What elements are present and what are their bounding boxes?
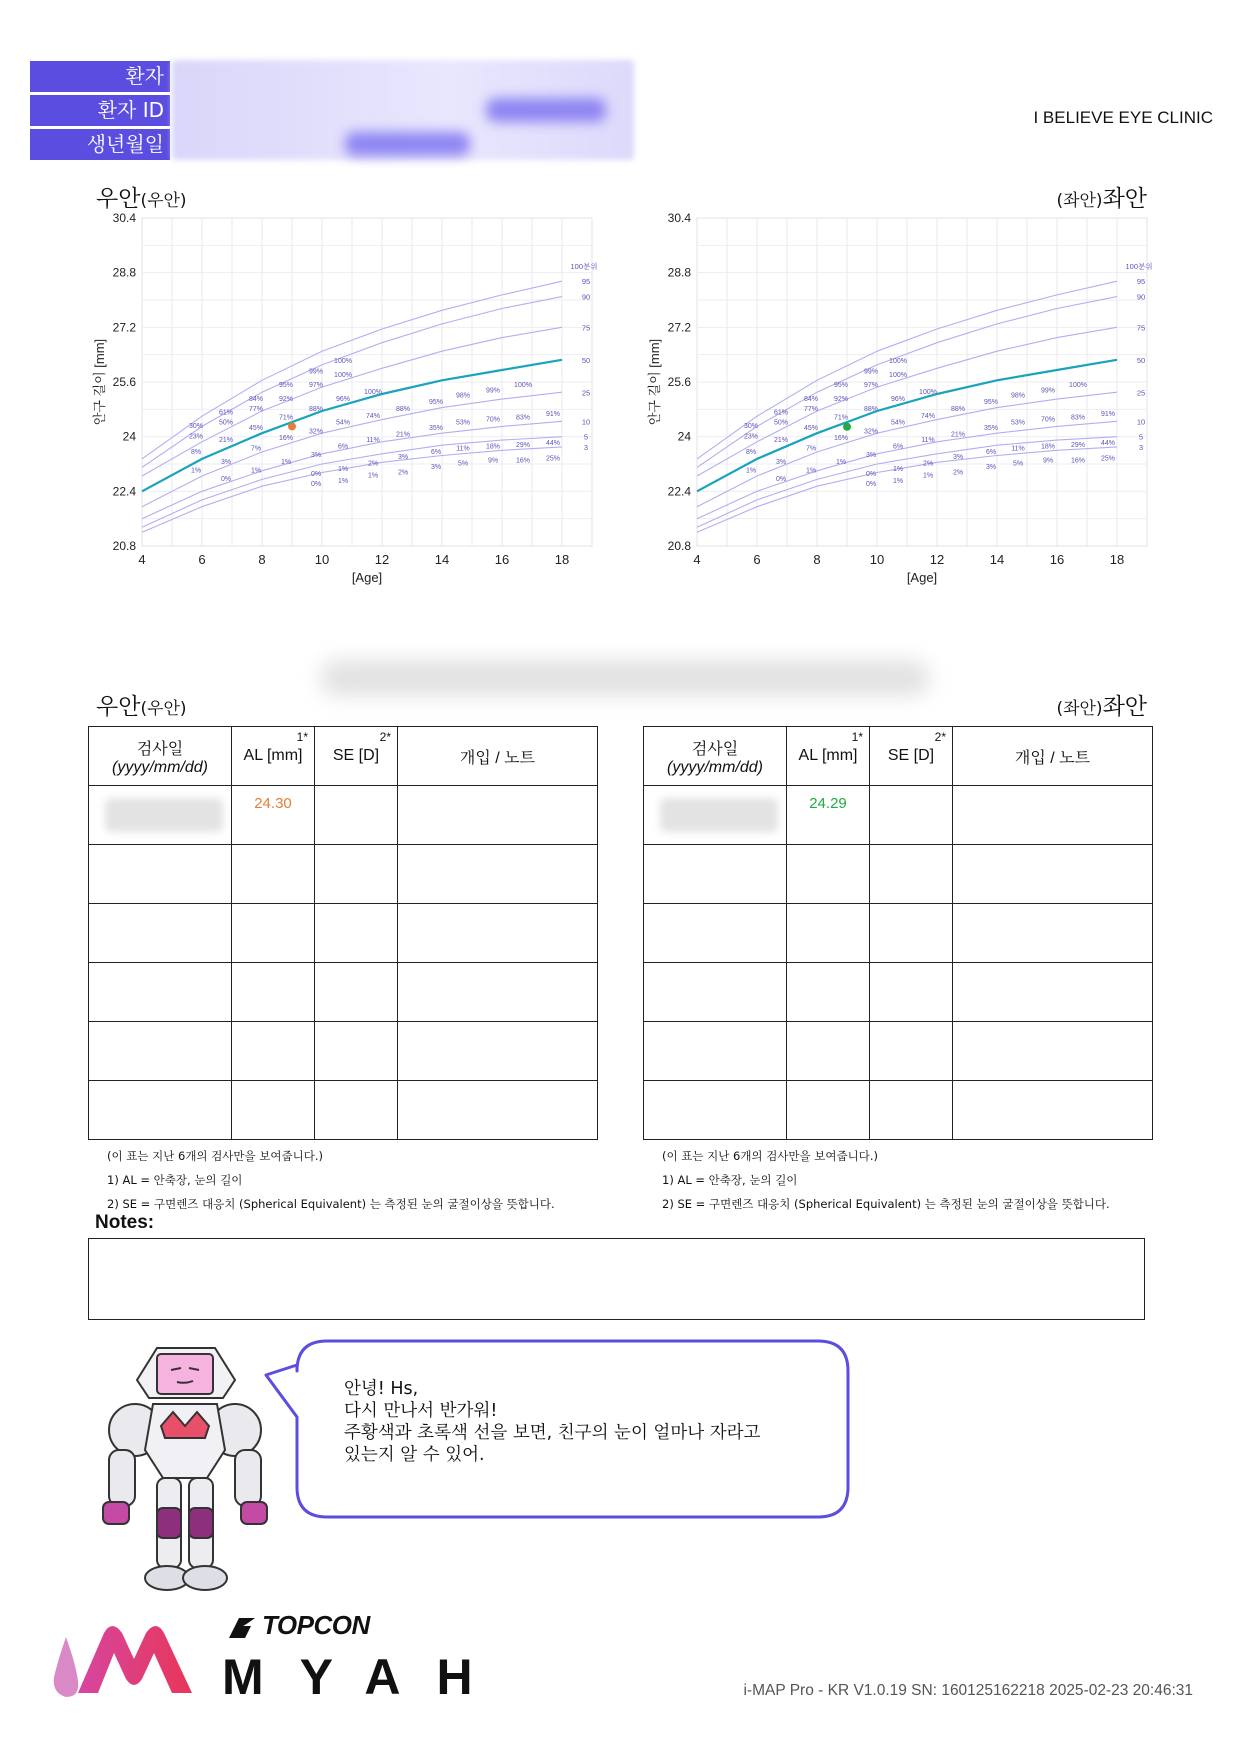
progression-pct-label: 1%: [745, 467, 757, 475]
y-tick-label: 25.6: [112, 375, 136, 389]
progression-pct-label: 6%: [337, 443, 349, 451]
progression-pct-label: 54%: [890, 419, 906, 427]
percentile-label: 90: [581, 292, 591, 302]
x-tick-label: 18: [1109, 552, 1125, 567]
progression-pct-label: 100%: [364, 388, 382, 396]
progression-pct-label: 11%: [456, 445, 470, 453]
x-tick-label: 16: [494, 552, 510, 567]
progression-pct-label: 11%: [366, 436, 380, 444]
progression-pct-label: 88%: [395, 406, 411, 414]
percentile-header: 100분위: [1125, 262, 1153, 272]
percentile-label: 50: [1136, 355, 1146, 365]
footnote: 1) AL = 안축장, 눈의 길이: [662, 1173, 798, 1187]
progression-pct-label: 32%: [308, 428, 324, 436]
table-row: [89, 904, 598, 963]
progression-pct-label: 70%: [485, 416, 501, 424]
left-eye-chart-title: (좌안)좌안: [1056, 186, 1147, 212]
progression-pct-label: 1%: [835, 459, 847, 466]
x-tick-label: 8: [813, 552, 821, 567]
progression-pct-label: 88%: [308, 406, 324, 414]
left-eye-table-title: (좌안)좌안: [1056, 694, 1147, 720]
progression-pct-label: 2%: [367, 460, 379, 468]
progression-pct-label: 3%: [310, 452, 322, 460]
progression-pct-label: 92%: [278, 395, 294, 403]
x-tick-label: 4: [138, 552, 146, 567]
progression-pct-label: 18%: [485, 443, 501, 451]
topcon-wordmark: TOPCON: [262, 1610, 370, 1640]
se-cell: [315, 786, 398, 845]
x-tick-label: 6: [198, 552, 206, 567]
x-tick-label: 8: [258, 552, 266, 567]
progression-pct-label: 8%: [190, 448, 202, 456]
x-tick-label: 16: [1049, 552, 1065, 567]
right-eye-table-title: 우안(우안): [96, 694, 187, 720]
speech-text: 안녕! Hs, 다시 만나서 반가워! 주황색과 초록색 선을 보면, 친구의 눈이 얼마나 자라고 있는지 알 수 있어.: [344, 1379, 761, 1465]
progression-pct-label: 21%: [773, 436, 789, 444]
progression-pct-label: 100%: [334, 371, 352, 379]
progression-pct-label: 98%: [455, 392, 471, 400]
progression-pct-label: 25%: [545, 455, 561, 463]
progression-pct-label: 74%: [365, 412, 381, 420]
y-tick-label: 28.8: [112, 265, 136, 280]
progression-pct-label: 77%: [803, 406, 819, 414]
percentile-label: 50: [581, 355, 591, 365]
progression-pct-label: 35%: [983, 424, 999, 432]
date-cell: [89, 786, 232, 845]
progression-pct-label: 16%: [278, 435, 294, 443]
table-row: [89, 845, 598, 904]
footnote: 1) AL = 안축장, 눈의 길이: [107, 1173, 243, 1187]
progression-pct-label: 95%: [833, 382, 849, 390]
al-cell: 24.29: [787, 786, 870, 845]
footnote: 2) SE = 구면렌즈 대응치 (Spherical Equivalent) 는 측정된 눈의 굴절이상을 뜻합니다.: [662, 1197, 1110, 1211]
progression-pct-label: 1%: [337, 465, 349, 473]
redaction-blob: [345, 132, 470, 156]
progression-pct-label: 50%: [773, 419, 789, 427]
right-eye-growth-chart: [90, 208, 610, 648]
al-header: 1* AL [mm]: [232, 727, 315, 786]
percentile-header: 100분위: [570, 262, 598, 272]
birthdate-label: 생년월일: [30, 129, 170, 160]
progression-pct-label: 3%: [397, 453, 409, 461]
x-tick-label: 10: [314, 552, 330, 567]
progression-pct-label: 0%: [220, 476, 232, 484]
right-eye-chart-title: 우안(우안): [96, 186, 187, 212]
progression-pct-label: 99%: [485, 387, 501, 395]
myah-logo-icon: [48, 1615, 198, 1705]
progression-pct-label: 53%: [1010, 419, 1026, 427]
al-header: 1* AL [mm]: [787, 727, 870, 786]
note-cell: [398, 786, 598, 845]
progression-pct-label: 100%: [1069, 382, 1087, 390]
progression-pct-label: 54%: [335, 419, 351, 427]
right-eye-table: [88, 726, 598, 1140]
y-tick-label: 24: [677, 429, 691, 444]
y-tick-label: 24: [122, 429, 136, 444]
progression-pct-label: 3%: [865, 452, 877, 460]
progression-pct-label: 1%: [805, 467, 817, 475]
progression-pct-label: 53%: [455, 419, 471, 427]
progression-pct-label: 3%: [430, 464, 442, 472]
x-tick-label: 18: [554, 552, 570, 567]
progression-pct-label: 8%: [745, 448, 757, 456]
progression-pct-label: 96%: [335, 395, 351, 403]
redaction-blob: [486, 98, 606, 122]
progression-pct-label: 1%: [337, 477, 349, 485]
y-tick-label: 28.8: [667, 265, 691, 280]
progression-pct-label: 77%: [248, 406, 264, 414]
percentile-label: 90: [1136, 292, 1146, 302]
progression-pct-label: 97%: [308, 382, 324, 390]
percentile-label: 5: [583, 432, 589, 442]
x-axis-label: [Age]: [906, 570, 938, 585]
progression-pct-label: 3%: [775, 459, 787, 466]
progression-pct-label: 35%: [428, 424, 444, 432]
percentile-label: 75: [1136, 323, 1146, 333]
progression-pct-label: 7%: [805, 445, 817, 453]
left-eye-table: [643, 726, 1153, 1140]
notes-box[interactable]: [88, 1238, 1145, 1320]
percentile-label: 5: [1138, 432, 1144, 442]
progression-pct-label: 2%: [952, 469, 964, 477]
progression-pct-label: 44%: [545, 440, 561, 448]
note-header: 개입 / 노트: [398, 727, 598, 786]
table-row: [644, 1081, 1153, 1140]
progression-pct-label: 0%: [865, 470, 877, 478]
table-row: [89, 786, 598, 845]
progression-pct-label: 88%: [950, 406, 966, 414]
progression-pct-label: 71%: [278, 414, 294, 422]
progression-pct-label: 100%: [889, 371, 907, 379]
footnote: (이 표는 지난 6개의 검사만을 보여줍니다.): [662, 1149, 878, 1163]
progression-pct-label: 91%: [1100, 411, 1116, 419]
progression-pct-label: 32%: [863, 428, 879, 436]
progression-pct-label: 83%: [1070, 414, 1086, 422]
x-tick-label: 12: [929, 552, 945, 567]
progression-pct-label: 100%: [919, 388, 937, 396]
al-cell: 24.30: [232, 786, 315, 845]
redacted-date: [660, 798, 778, 832]
percentile-label: 25: [581, 388, 591, 398]
y-axis-label: 안구 길이 [mm]: [647, 338, 662, 426]
clinic-name: I BELIEVE EYE CLINIC: [1033, 108, 1213, 127]
progression-pct-label: 100%: [334, 358, 352, 366]
progression-pct-label: 1%: [367, 472, 379, 480]
progression-pct-label: 1%: [190, 467, 202, 475]
se-cell: [870, 786, 953, 845]
progression-pct-label: 61%: [218, 409, 234, 417]
progression-pct-label: 23%: [743, 433, 759, 441]
percentile-label: 3: [583, 442, 589, 452]
se-header: 2* SE [D]: [870, 727, 953, 786]
percentile-label: 25: [1136, 388, 1146, 398]
percentile-label: 75: [581, 323, 591, 333]
percentile-label: 3: [1138, 442, 1144, 452]
table-row: [644, 786, 1153, 845]
progression-pct-label: 6%: [430, 448, 442, 456]
progression-pct-label: 21%: [395, 431, 411, 439]
version-info: i-MAP Pro - KR V1.0.19 SN: 160125162218 2025-02-23 20:46:31: [743, 1682, 1193, 1699]
date-header: 검사일 (yyyy/mm/dd): [89, 727, 232, 786]
topcon-mark-icon: [225, 1614, 259, 1640]
progression-pct-label: 95%: [278, 382, 294, 390]
x-tick-label: 6: [753, 552, 761, 567]
progression-pct-label: 29%: [515, 441, 531, 449]
y-tick-label: 30.4: [667, 211, 691, 225]
progression-pct-label: 84%: [803, 395, 819, 403]
progression-pct-label: 5%: [1012, 460, 1024, 468]
x-tick-label: 14: [989, 552, 1005, 567]
table-row: [644, 845, 1153, 904]
progression-pct-label: 96%: [890, 395, 906, 403]
x-axis-label: [Age]: [351, 570, 383, 585]
progression-pct-label: 2%: [397, 469, 409, 477]
progression-pct-label: 1%: [892, 477, 904, 485]
progression-pct-label: 0%: [310, 470, 322, 478]
progression-pct-label: 99%: [1040, 387, 1056, 395]
y-tick-label: 30.4: [112, 211, 136, 225]
progression-pct-label: 3%: [952, 453, 964, 461]
se-header: 2* SE [D]: [315, 727, 398, 786]
left-footnotes: [662, 1144, 1110, 1216]
y-tick-label: 27.2: [112, 320, 136, 335]
progression-pct-label: 30%: [188, 423, 204, 431]
progression-pct-label: 45%: [803, 424, 819, 432]
measurement-point: [288, 422, 296, 430]
redacted-date: [105, 798, 223, 832]
progression-pct-label: 95%: [983, 399, 999, 407]
y-tick-label: 22.4: [112, 484, 136, 499]
progression-pct-label: 1%: [250, 467, 262, 475]
progression-pct-label: 23%: [188, 433, 204, 441]
progression-pct-label: 45%: [248, 424, 264, 432]
table-header-row: [644, 727, 1153, 786]
y-tick-label: 27.2: [667, 320, 691, 335]
x-tick-label: 12: [374, 552, 390, 567]
progression-pct-label: 91%: [545, 411, 561, 419]
progression-pct-label: 0%: [865, 481, 877, 489]
redacted-banner: [320, 660, 930, 696]
progression-pct-label: 5%: [457, 460, 469, 468]
progression-pct-label: 99%: [863, 368, 879, 376]
progression-pct-label: 61%: [773, 409, 789, 417]
table-row: [89, 963, 598, 1022]
progression-pct-label: 1%: [922, 472, 934, 480]
progression-pct-label: 0%: [310, 481, 322, 489]
y-tick-label: 25.6: [667, 375, 691, 389]
table-header-row: [89, 727, 598, 786]
progression-pct-label: 2%: [922, 460, 934, 468]
y-tick-label: 20.8: [667, 539, 691, 553]
progression-pct-label: 88%: [863, 406, 879, 414]
percentile-label: 10: [1136, 417, 1146, 427]
x-tick-label: 4: [693, 552, 701, 567]
progression-pct-label: 11%: [1011, 445, 1025, 453]
percentile-label: 10: [581, 417, 591, 427]
progression-pct-label: 74%: [920, 412, 936, 420]
footnote: 2) SE = 구면렌즈 대응치 (Spherical Equivalent) 는 측정된 눈의 굴절이상을 뜻합니다.: [107, 1197, 555, 1211]
progression-pct-label: 95%: [428, 399, 444, 407]
progression-pct-label: 21%: [950, 431, 966, 439]
x-tick-label: 14: [434, 552, 450, 567]
progression-pct-label: 3%: [985, 464, 997, 472]
progression-pct-label: 7%: [250, 445, 262, 453]
measurement-point: [843, 423, 851, 431]
date-header: 검사일 (yyyy/mm/dd): [644, 727, 787, 786]
progression-pct-label: 0%: [775, 476, 787, 484]
progression-pct-label: 97%: [863, 382, 879, 390]
progression-pct-label: 70%: [1040, 416, 1056, 424]
progression-pct-label: 29%: [1070, 441, 1086, 449]
progression-pct-label: 6%: [985, 448, 997, 456]
patient-label: 환자: [30, 61, 170, 92]
percentile-label: 95: [1136, 277, 1146, 287]
progression-pct-label: 99%: [308, 368, 324, 376]
note-cell: [953, 786, 1153, 845]
table-row: [644, 904, 1153, 963]
progression-pct-label: 100%: [514, 382, 532, 390]
progression-pct-label: 83%: [515, 414, 531, 422]
myah-wordmark: MYAH: [222, 1649, 509, 1705]
table-row: [89, 1081, 598, 1140]
y-axis-label: 안구 길이 [mm]: [92, 338, 107, 426]
progression-pct-label: 50%: [218, 419, 234, 427]
x-tick-label: 10: [869, 552, 885, 567]
progression-pct-label: 3%: [220, 459, 232, 466]
table-row: [644, 963, 1153, 1022]
progression-pct-label: 1%: [280, 459, 292, 466]
progression-pct-label: 30%: [743, 423, 759, 431]
note-header: 개입 / 노트: [953, 727, 1153, 786]
progression-pct-label: 98%: [1010, 392, 1026, 400]
progression-pct-label: 16%: [515, 457, 531, 465]
left-eye-growth-chart: [645, 208, 1165, 648]
percentile-label: 95: [581, 277, 591, 287]
progression-pct-label: 11%: [921, 436, 935, 444]
progression-pct-label: 1%: [892, 465, 904, 473]
progression-pct-label: 25%: [1100, 455, 1116, 463]
progression-pct-label: 92%: [833, 395, 849, 403]
footnote: (이 표는 지난 6개의 검사만을 보여줍니다.): [107, 1149, 323, 1163]
patient-id-label: 환자 ID: [30, 95, 170, 126]
progression-pct-label: 16%: [833, 435, 849, 443]
progression-pct-label: 9%: [487, 457, 499, 465]
table-row: [644, 1022, 1153, 1081]
y-tick-label: 20.8: [112, 539, 136, 553]
progression-pct-label: 84%: [248, 395, 264, 403]
progression-pct-label: 16%: [1070, 457, 1086, 465]
progression-pct-label: 6%: [892, 443, 904, 451]
robot-mascot-icon: [95, 1338, 275, 1600]
table-row: [89, 1022, 598, 1081]
progression-pct-label: 9%: [1042, 457, 1054, 465]
y-tick-label: 22.4: [667, 484, 691, 499]
progression-pct-label: 71%: [833, 414, 849, 422]
progression-pct-label: 18%: [1040, 443, 1056, 451]
progression-pct-label: 44%: [1100, 440, 1116, 448]
right-footnotes: [107, 1144, 555, 1216]
notes-title: Notes:: [95, 1212, 155, 1233]
date-cell: [644, 786, 787, 845]
progression-pct-label: 21%: [218, 436, 234, 444]
progression-pct-label: 100%: [889, 358, 907, 366]
